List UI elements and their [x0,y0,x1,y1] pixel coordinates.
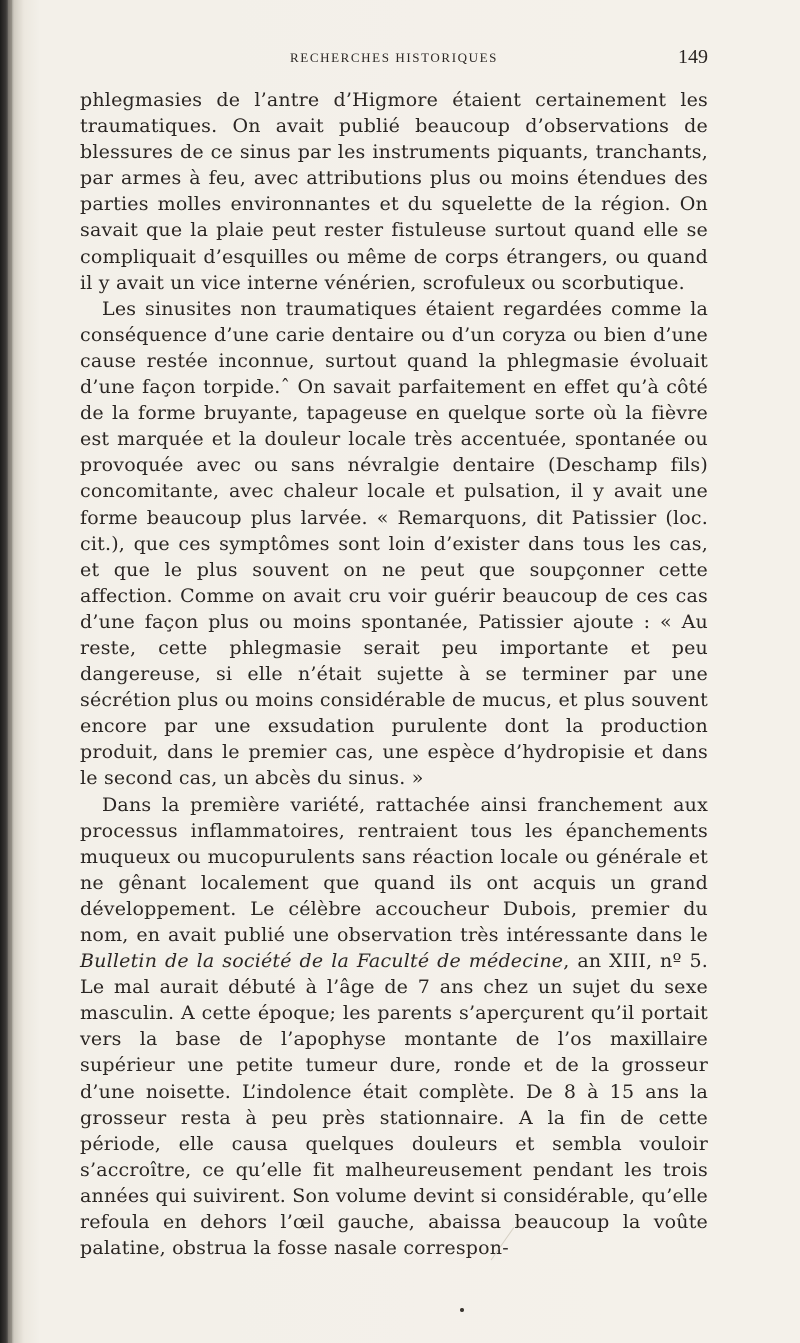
ink-dot [460,1308,464,1312]
paragraph-2: Les sinusites non traumatiques étaient regardées comme la conséquence d’une carie dentaire ou d’un coryza ou bien d’une cause restée inconnue, surtout quand la phlegmasie évoluait d’une façon torpide.ˆ On savait parfaitement en effet qu’à côté de la forme bruyante, tapageuse en quelque sorte où la fièvre est marquée et la douleur locale très accentuée, spontanée ou provoquée avec ou sans névralgie dentaire (Deschamp fils) concomitante, avec chaleur locale et pulsation, il y avait une forme beaucoup plus larvée. « Remarquons, dit Patissier (loc. cit.), que ces symptômes sont loin d’exister dans tous les cas, et que le plus souvent on ne peut que soupçonner cette affection. Comme on avait cru voir guérir beaucoup de ces cas d’une façon plus ou moins spontanée, Patissier ajoute : « Au reste, cette phlegmasie serait peu importante et peu dangereuse, si elle n’était sujette à se terminer par une sécrétion plus ou moins considérable de mucus, et plus souvent encore par une exsudation purulente dont la production produit, dans le premier cas, une espèce d’hydropisie et dans le second cas, un abcès du sinus. » [80,297,708,790]
page-number: 149 [678,46,708,68]
paragraph-3-part-a: Dans la première variété, rattachée ainsi franchement aux processus inflammatoires, rentraient tous les épanchements muqueux ou mucopurulents sans réaction locale ou générale et ne gênant localement que quand ils ont acquis un grand développement. Le célèbre accoucheur Dubois, premier du nom, en avait publié une observation très intéressante dans le [80,793,708,946]
journal-title: Bulletin de la société de la Faculté de médecine [80,950,564,973]
paragraph-1: phlegmasies de l’antre d’Higmore étaient certainement les traumatiques. On avait publié beaucoup d’observations de blessures de ce sinus par les instruments piquants, tranchants, par armes à feu, avec attributions plus ou moins étendues des parties molles environnantes et du squelette de la région. On savait que la plaie peut rester fistuleuse surtout quand elle se compliquait d’esquilles ou même de corps étrangers, ou quand il y avait un vice interne vénérien, scrofuleux ou scorbutique. [80,89,708,294]
body-text [80,87,708,1261]
running-head [80,46,708,70]
paragraph-3-part-b: , an XIII, nº 5. Le mal aurait débuté à l’âge de 7 ans chez un sujet du sexe masculin. A cette époque; les parents s’aperçurent qu’il portait vers la base de l’apophyse montante de l’os maxillaire supérieur une petite tumeur dure, ronde et de la grosseur d’une noisette. L’indolence était complète. De 8 à 15 ans la grosseur resta à peu près stationnaire. A la fin de cette période, elle causa quelques douleurs et sembla vouloir s’accroître, ce qu’elle fit malheureusement pendant les trois années qui suivirent. Son volume devint si considérable, qu’elle refoula en dehors l’œil gauche, abaissa beaucoup la voûte palatine, obstrua la fosse nasale correspon- [80,950,708,1260]
running-title: RECHERCHES HISTORIQUES [290,50,498,65]
book-spine-edge [8,0,12,1343]
paragraph-3 [80,792,708,1262]
